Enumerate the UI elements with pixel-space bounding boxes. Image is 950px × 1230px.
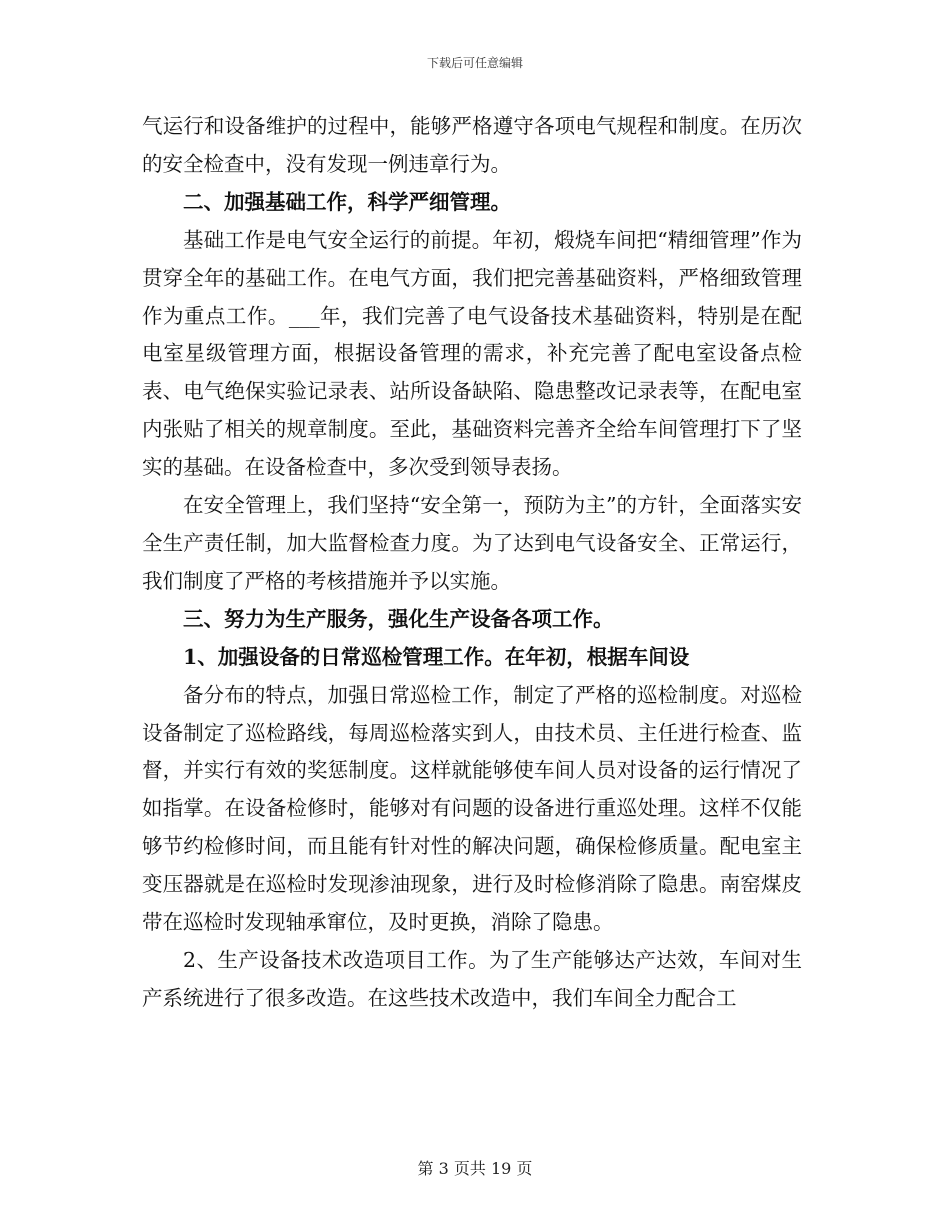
section-heading-3: 三、努力为生产服务，强化生产设备各项工作。 xyxy=(183,606,614,631)
subsection-heading-1: 1、加强设备的日常巡检管理工作。在年初，根据车间设 xyxy=(183,644,690,669)
page-header: 下载后可任意编辑 xyxy=(426,56,523,70)
paragraph-continuation: 气运行和设备维护的过程中，能够严格遵守各项电气规程和制度。在历次的安全检查中，没有发现一例违章行为。 xyxy=(142,114,802,176)
section-heading-2: 二、加强基础工作，科学严细管理。 xyxy=(183,189,511,214)
paragraph-technical-renovation: 2、生产设备技术改造项目工作。为了生产能够达产达效，车间对生产系统进行了很多改造。在这些技术改造中，我们车间全力配合工 xyxy=(142,947,802,1010)
document-body xyxy=(142,108,802,1018)
page-number: 第 3 页共 19 页 xyxy=(417,1159,533,1178)
paragraph-inspection: 备分布的特点，加强日常巡检工作，制定了严格的巡检制度。对巡检设备制定了巡检路线，每周巡检落实到人，由技术员、主任进行检查、监督，并实行有效的奖惩制度。这样就能够使车间人员对设备的运行情况了如指掌。在设备检修时，能够对有问题的设备进行重巡处理。这样不仅能够节约检修时间，而且能有针对性的解决问题，确保检修质量。配电室主变压器就是在巡检时发现渗油现象，进行及时检修消除了隐患。南窑煤皮带在巡检时发现轴承窜位，及时更换，消除了隐患。 xyxy=(142,682,802,935)
paragraph-foundation-work: 基础工作是电气安全运行的前提。年初，煅烧车间把“精细管理”作为贯穿全年的基础工作。在电气方面，我们把完善基础资料，严格细致管理作为重点工作。___年，我们完善了电气设备技术基础资料，特别是在配电室星级管理方面，根据设备管理的需求，补充完善了配电室设备点检表、电气绝保实验记录表、站所设备缺陷、隐患整改记录表等，在配电室内张贴了相关的规章制度。至此，基础资料完善齐全给车间管理打下了坚实的基础。在设备检查中，多次受到领导表扬。 xyxy=(142,227,802,480)
paragraph-safety-management: 在安全管理上，我们坚持“安全第一，预防为主”的方针，全面落实安全生产责任制，加大监督检查力度。为了达到电气设备安全、正常运行，我们制度了严格的考核措施并予以实施。 xyxy=(142,493,802,593)
